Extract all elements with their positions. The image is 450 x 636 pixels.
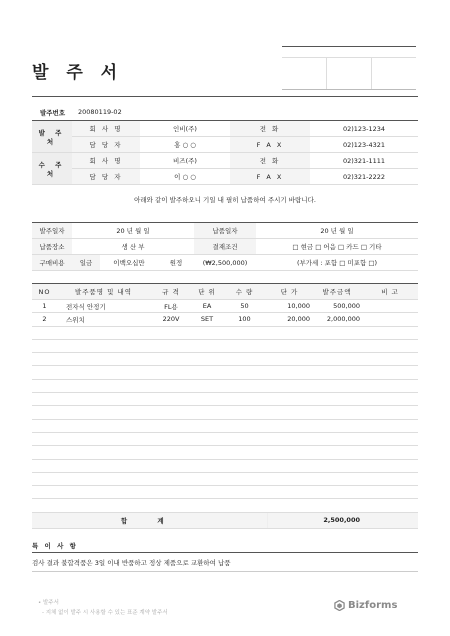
items-cell [312, 499, 362, 512]
orderer-fax: 02)123-4321 [310, 137, 418, 153]
items-cell [267, 459, 312, 472]
items-cell [192, 419, 222, 432]
items-cell [362, 499, 418, 512]
items-cell: 10,000 [267, 300, 312, 313]
table-row [32, 499, 418, 512]
special-text: 검사 결과 불합격품은 3일 이내 반품하고 정상 제품으로 교환하여 납품 [32, 559, 231, 567]
cost-numeric: (₩2,500,000) [194, 255, 256, 271]
items-cell [192, 339, 222, 352]
items-cell [32, 339, 57, 352]
items-cell [57, 393, 150, 406]
orderer-phone: 02)123-1234 [310, 121, 418, 137]
items-cell [222, 486, 267, 499]
place-label: 납품장소 [32, 239, 72, 255]
notice-text: 아래와 같이 발주하오니 기일 내 필히 납품하여 주시기 바랍니다. [134, 196, 316, 204]
items-cell: 50 [222, 300, 267, 313]
items-cell [267, 366, 312, 379]
items-cell [362, 393, 418, 406]
items-cell [192, 432, 222, 445]
phone-label: 전 화 [230, 121, 310, 137]
items-cell [32, 446, 57, 459]
orderer-label: 발 주 처 [32, 121, 72, 153]
items-cell [150, 353, 192, 366]
terms-table [32, 222, 418, 271]
payment-label: 결재조건 [194, 239, 256, 255]
table-row [32, 339, 418, 352]
items-cell [57, 499, 150, 512]
items-cell [362, 379, 418, 392]
items-cell [267, 432, 312, 445]
items-cell: 500,000 [312, 300, 362, 313]
items-cell [222, 406, 267, 419]
items-header-cell: NO [32, 284, 57, 300]
items-cell [192, 393, 222, 406]
order-no-label: 발주번호 [40, 109, 66, 117]
cost-label: 구매비용 [32, 255, 72, 271]
items-cell [32, 366, 57, 379]
company-label: 회 사 명 [72, 121, 140, 137]
items-cell [192, 326, 222, 339]
items-cell [362, 339, 418, 352]
items-cell [222, 393, 267, 406]
items-header-cell: 발주품명 및 내역 [57, 284, 150, 300]
delivery-date-label: 납품일자 [194, 223, 256, 239]
table-row [32, 366, 418, 379]
items-cell [150, 339, 192, 352]
place-value: 생 산 부 [72, 239, 194, 255]
items-cell [267, 419, 312, 432]
items-cell [312, 472, 362, 485]
items-cell [192, 499, 222, 512]
items-cell [32, 419, 57, 432]
items-cell: 2 [32, 313, 57, 326]
total-row [32, 512, 418, 528]
footer-line-2: - 지체 없이 발주 시 사용할 수 있는 표준 계약 발주서 [42, 610, 168, 616]
items-header-cell: 수 량 [222, 284, 267, 300]
items-header-cell: 발주금액 [312, 284, 362, 300]
items-cell [312, 486, 362, 499]
items-header-row [32, 284, 418, 300]
items-header-cell: 규 격 [150, 284, 192, 300]
items-cell [150, 499, 192, 512]
items-cell [150, 486, 192, 499]
items-cell [362, 300, 418, 313]
items-cell [312, 393, 362, 406]
items-cell [57, 459, 150, 472]
items-cell [32, 459, 57, 472]
items-cell [312, 339, 362, 352]
items-cell [267, 406, 312, 419]
cost-word: 일금 [72, 255, 100, 271]
items-cell [222, 379, 267, 392]
table-row [32, 326, 418, 339]
items-cell [312, 406, 362, 419]
items-cell: 2,000,000 [312, 313, 362, 326]
items-cell [312, 379, 362, 392]
cost-unit: 원정 [158, 255, 194, 271]
total-spacer [267, 512, 312, 528]
order-no-value: 20080119-02 [78, 108, 122, 116]
phone-label: 전 화 [230, 153, 310, 169]
items-cell [57, 486, 150, 499]
orderer-manager: 홍 ○ ○ [140, 137, 230, 153]
items-cell [312, 459, 362, 472]
items-cell [222, 339, 267, 352]
items-cell [362, 472, 418, 485]
manager-label: 담 당 자 [72, 137, 140, 153]
items-cell [267, 499, 312, 512]
items-cell [150, 379, 192, 392]
items-cell [267, 486, 312, 499]
items-cell [267, 446, 312, 459]
items-cell [312, 326, 362, 339]
table-row [32, 459, 418, 472]
items-cell [362, 432, 418, 445]
items-cell [222, 366, 267, 379]
manager-label: 담 당 자 [72, 169, 140, 185]
table-row [32, 313, 418, 326]
receiver-fax: 02)321-2222 [310, 169, 418, 185]
items-cell: 100 [222, 313, 267, 326]
fax-label: F A X [230, 169, 310, 185]
items-cell [222, 446, 267, 459]
items-cell [32, 472, 57, 485]
table-row [32, 379, 418, 392]
divider [32, 552, 418, 553]
items-header-cell: 단 가 [267, 284, 312, 300]
table-row [32, 486, 418, 499]
items-cell [362, 313, 418, 326]
receiver-label: 수 주 처 [32, 153, 72, 185]
items-cell [150, 472, 192, 485]
bizforms-logo-text: Bizforms [348, 600, 398, 611]
items-cell [362, 353, 418, 366]
items-cell [362, 406, 418, 419]
items-header-cell: 비 고 [362, 284, 418, 300]
items-cell [222, 326, 267, 339]
payment-options: □ 현금 □ 어음 □ 카드 □ 기타 [256, 239, 418, 255]
items-cell: 20,000 [267, 313, 312, 326]
receiver-manager: 이 ○ ○ [140, 169, 230, 185]
company-label: 회 사 명 [72, 153, 140, 169]
table-row [32, 393, 418, 406]
items-cell [362, 326, 418, 339]
items-cell [32, 326, 57, 339]
items-cell [222, 499, 267, 512]
items-cell [57, 406, 150, 419]
parties-table [32, 120, 418, 185]
table-row [32, 432, 418, 445]
items-cell [362, 459, 418, 472]
items-cell [267, 339, 312, 352]
items-cell [267, 472, 312, 485]
bizforms-logo [334, 600, 397, 611]
table-row [32, 419, 418, 432]
items-cell: SET [192, 313, 222, 326]
items-cell [312, 366, 362, 379]
fax-label: F A X [230, 137, 310, 153]
receiver-phone: 02)321-1111 [310, 153, 418, 169]
items-cell [192, 406, 222, 419]
items-cell [32, 432, 57, 445]
table-row [32, 406, 418, 419]
items-cell [267, 393, 312, 406]
items-cell [32, 499, 57, 512]
items-cell [150, 326, 192, 339]
items-cell [32, 406, 57, 419]
items-cell [362, 419, 418, 432]
items-cell [267, 326, 312, 339]
items-cell [192, 353, 222, 366]
items-cell [32, 393, 57, 406]
items-cell [192, 486, 222, 499]
page-title: 발 주 서 [32, 63, 124, 83]
items-cell [267, 353, 312, 366]
items-cell [222, 459, 267, 472]
items-cell [150, 366, 192, 379]
items-cell [192, 379, 222, 392]
items-cell [267, 379, 312, 392]
items-header-cell: 단 위 [192, 284, 222, 300]
order-date-label: 발주일자 [32, 223, 72, 239]
divider [32, 571, 418, 572]
items-cell [192, 446, 222, 459]
items-cell [57, 353, 150, 366]
items-cell [222, 419, 267, 432]
items-cell [312, 432, 362, 445]
items-cell: FL용 [150, 300, 192, 313]
cost-korean: 이백오십만 [100, 255, 158, 271]
items-cell [192, 366, 222, 379]
items-cell [222, 353, 267, 366]
items-cell [57, 472, 150, 485]
items-cell [150, 419, 192, 432]
items-cell [150, 406, 192, 419]
items-cell: 전자식 안정기 [57, 300, 150, 313]
receiver-company: 비즈(주) [140, 153, 230, 169]
items-cell: EA [192, 300, 222, 313]
items-table [32, 283, 418, 529]
table-row [32, 353, 418, 366]
items-cell [192, 472, 222, 485]
order-date: 20 년 월 일 [72, 223, 194, 239]
items-cell: 스위치 [57, 313, 150, 326]
items-cell [312, 353, 362, 366]
total-value: 2,500,000 [312, 512, 362, 528]
table-row [32, 472, 418, 485]
table-row [32, 446, 418, 459]
special-title: 특 이 사 항 [32, 542, 78, 550]
items-cell [312, 419, 362, 432]
divider [32, 96, 418, 97]
orderer-company: 인비(주) [140, 121, 230, 137]
total-label: 합 계 [32, 512, 267, 528]
items-cell [57, 326, 150, 339]
items-cell [57, 339, 150, 352]
items-cell [57, 419, 150, 432]
items-cell [57, 366, 150, 379]
items-cell [57, 432, 150, 445]
items-cell [312, 446, 362, 459]
footer-line-1: • 발주서 [38, 600, 59, 606]
items-cell: 1 [32, 300, 57, 313]
items-cell [362, 486, 418, 499]
items-cell [222, 432, 267, 445]
delivery-date: 20 년 월 일 [256, 223, 418, 239]
items-cell [57, 446, 150, 459]
table-row [32, 300, 418, 313]
vat-option: (부가세 : 포함 □ 미포함 □) [256, 255, 418, 271]
items-cell [150, 459, 192, 472]
items-cell [150, 432, 192, 445]
items-cell [222, 472, 267, 485]
items-cell [192, 459, 222, 472]
items-cell [32, 353, 57, 366]
items-cell [57, 379, 150, 392]
items-cell [362, 446, 418, 459]
approval-box [282, 46, 416, 90]
items-cell: 220V [150, 313, 192, 326]
total-note [362, 512, 418, 528]
bizforms-logo-icon [334, 600, 345, 611]
items-cell [32, 486, 57, 499]
items-cell [150, 393, 192, 406]
items-cell [150, 446, 192, 459]
items-cell [362, 366, 418, 379]
items-cell [32, 379, 57, 392]
